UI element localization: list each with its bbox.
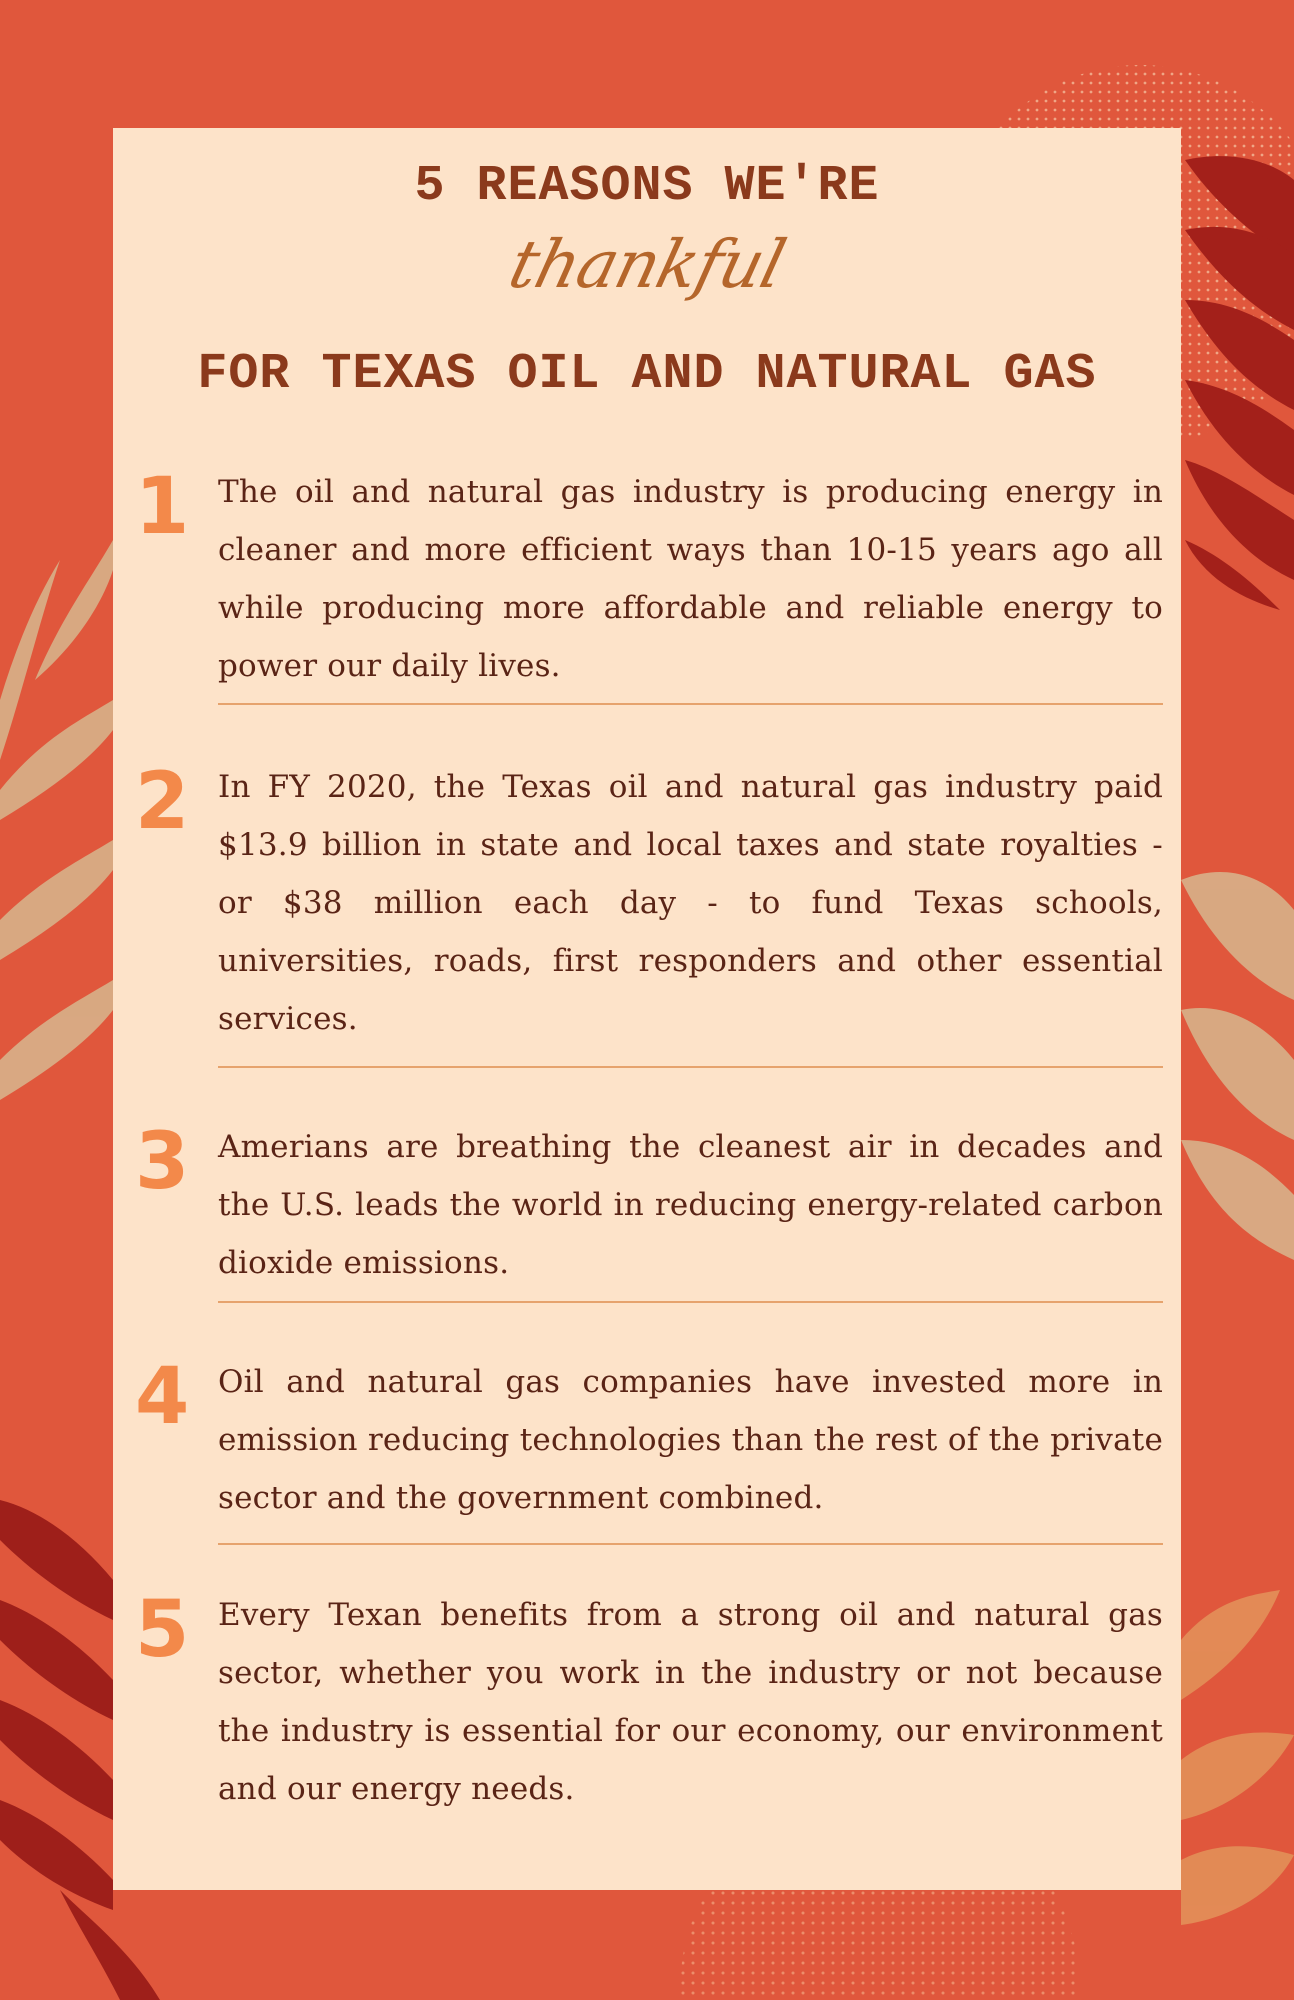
title-script-word: thankful [501, 226, 793, 303]
reason-number: 2 [135, 757, 190, 847]
divider [218, 1301, 1163, 1303]
divider [218, 703, 1163, 705]
reason-text: Amerians are breathing the cleanest air in decades and the U.S. leads the world in reducing energy-related carbon dioxide emissions. [218, 1129, 1163, 1281]
gold-leaf-left [0, 540, 113, 1100]
reasons-card [113, 128, 1181, 1890]
reason-text: Every Texan benefits from a strong oil and natural gas sector, whether you work in the industry or not because the industry is essential for our economy, our environment and our energy needs. [218, 1597, 1163, 1807]
gold-leaf-bottom-right [1181, 1590, 1294, 1925]
reason-number: 3 [135, 1117, 190, 1207]
reason-number: 1 [135, 462, 190, 552]
title-line-2: FOR TEXAS OIL AND NATURAL GAS [197, 346, 1097, 403]
reason-text: The oil and natural gas industry is producing energy in cleaner and more efficient ways than 10-15 years ago all while producing more affordable and reliable energy to power our daily lives. [218, 474, 1163, 684]
reason-number: 4 [135, 1352, 190, 1442]
reason-text: In FY 2020, the Texas oil and natural gas industry paid $13.9 billion in state and local taxes and state royalties - or $38 million each day - to fund Texas schools, universities, roads, first responders and other essential services. [218, 769, 1163, 1037]
divider [218, 1066, 1163, 1068]
title-line-1: 5 REASONS WE'RE [414, 158, 880, 215]
reason-number: 5 [135, 1585, 190, 1675]
reason-text: Oil and natural gas companies have invested more in emission reducing technologies than the rest of the private sector and the government combined. [218, 1364, 1163, 1516]
gold-leaf-right [1181, 872, 1294, 1260]
divider [218, 1543, 1163, 1545]
